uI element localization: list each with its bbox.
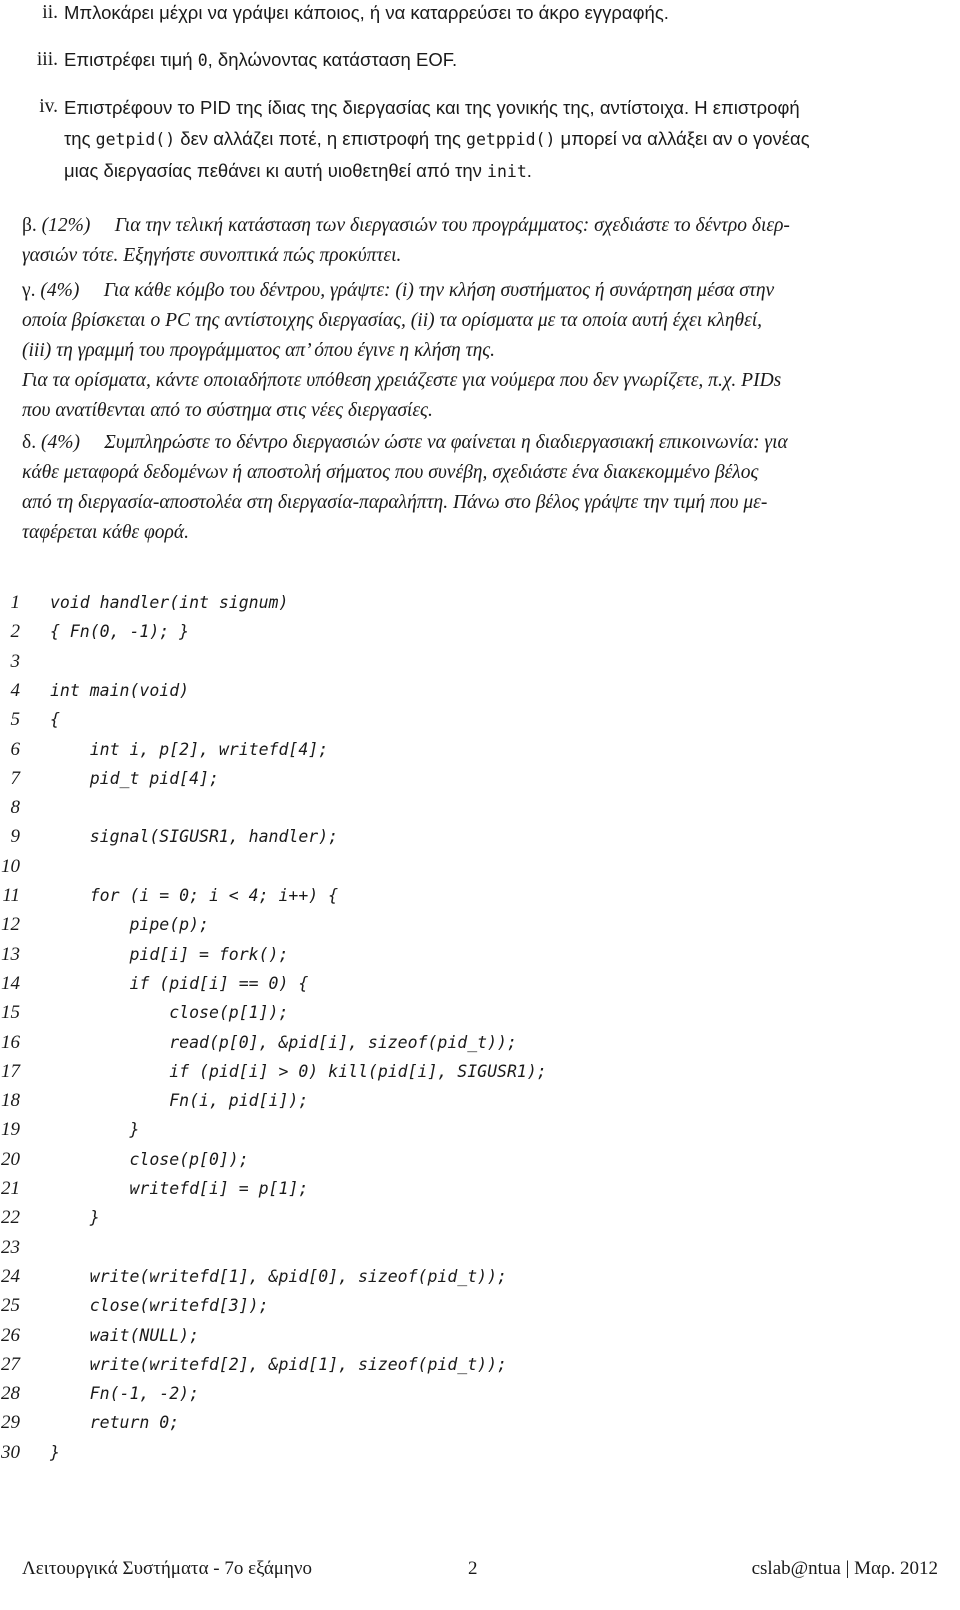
code-text: Fn(-1, -2); xyxy=(50,1384,200,1404)
line-number: 3 xyxy=(10,650,20,672)
answer-number: iii. xyxy=(36,49,58,70)
code-text: writefd[i] = p[1]; xyxy=(50,1179,309,1198)
code-line xyxy=(0,998,960,1027)
line-number: 22 xyxy=(1,1207,20,1229)
line-number: 24 xyxy=(1,1265,20,1287)
code-line xyxy=(0,676,960,705)
answer-text-part: δεν αλλάζει ποτέ, η επιστροφή της xyxy=(175,128,467,149)
line-number: 23 xyxy=(1,1236,20,1258)
code-line xyxy=(0,647,960,676)
code-line xyxy=(0,1379,960,1408)
inline-code: init xyxy=(487,162,527,181)
line-number: 15 xyxy=(1,1002,20,1024)
inline-code: getppid() xyxy=(466,130,556,149)
code-text: pipe(p); xyxy=(50,915,209,935)
line-number: 18 xyxy=(1,1090,20,1112)
code-line xyxy=(0,1438,960,1467)
line-number: 21 xyxy=(1,1178,20,1199)
question-label: β. xyxy=(22,215,37,236)
line-number: 26 xyxy=(1,1324,20,1346)
line-number: 7 xyxy=(10,767,20,789)
code-line xyxy=(0,1145,960,1174)
answer-line xyxy=(64,155,960,187)
answer-text-part: μπορεί να αλλάξει αν ο γονέας xyxy=(555,128,810,149)
code-line xyxy=(0,940,960,969)
line-number: 29 xyxy=(1,1412,20,1434)
code-text: int main(void) xyxy=(50,680,190,700)
answer-line xyxy=(64,123,960,155)
code-text: close(p[0]); xyxy=(50,1149,249,1169)
question-delta xyxy=(22,428,938,548)
question-line: από τη διεργασία-αποστολέα στη διεργασία-παραλήπτη. Πάνω στο βέλος γράψτε την τιμή που με- xyxy=(22,492,768,513)
code-line xyxy=(0,1174,960,1203)
answer-text-part: , δηλώνοντας κατάσταση EOF. xyxy=(207,49,458,70)
footer-course: Λειτουργικά Συστήματα - 7ο εξάμηνο xyxy=(22,1558,313,1579)
code-text: close(p[1]); xyxy=(50,1003,289,1023)
answer-number: iv. xyxy=(39,96,58,117)
answer-text xyxy=(64,92,960,187)
code-line xyxy=(0,1233,960,1262)
code-line xyxy=(0,969,960,998)
line-number: 20 xyxy=(1,1148,20,1170)
code-line xyxy=(0,793,960,822)
question-line: ταφέρεται κάθε φορά. xyxy=(22,522,189,543)
code-line xyxy=(0,588,960,617)
code-text: write(writefd[1], &pid[0], sizeof(pid_t)); xyxy=(50,1266,507,1286)
question-line xyxy=(22,428,938,458)
line-number: 2 xyxy=(10,621,20,643)
line-number: 4 xyxy=(10,679,20,701)
answer-text: Μπλοκάρει μέχρι να γράψει κάποιος, ή να καταρρεύσει το άκρο εγγραφής. xyxy=(64,2,669,23)
question-line: που ανατίθενται από το σύστημα στις νέες διεργασίες. xyxy=(22,400,433,421)
question-line: (iii) τη γραμμή του προγράμματος απ’ όπου έγινε η κλήση της. xyxy=(22,340,496,361)
code-text: Fn(i, pid[i]); xyxy=(50,1091,309,1111)
code-line xyxy=(0,1291,960,1320)
line-number: 25 xyxy=(1,1295,20,1317)
answer-line: Επιστρέφουν το PID της ίδιας της διεργασίας και της γονικής της, αντίστοιχα. Η επιστροφή xyxy=(64,97,800,118)
line-number: 12 xyxy=(1,914,20,936)
question-line: Για τα ορίσματα, κάντε οποιαδήποτε υπόθεση χρειάζεστε για νούμερα που δεν γνωρίζετε, π.χ. PIDs xyxy=(22,370,782,391)
code-text: for (i = 0; i < 4; i++) { xyxy=(50,886,339,905)
answer-text xyxy=(64,45,960,76)
inline-code: 0 xyxy=(197,51,208,70)
code-line xyxy=(0,1115,960,1144)
code-text: pid[i] = fork(); xyxy=(50,944,289,964)
line-number: 13 xyxy=(1,943,20,965)
code-text: return 0; xyxy=(50,1413,180,1433)
line-number: 8 xyxy=(10,797,20,819)
footer-affiliation-date: cslab@ntua | Μαρ. 2012 xyxy=(751,1558,938,1579)
code-text: pid_t pid[4]; xyxy=(50,768,219,788)
code-line xyxy=(0,1057,960,1086)
footer-page-number: 2 xyxy=(468,1558,478,1579)
question-line xyxy=(22,211,938,241)
answer-text-part: . xyxy=(526,160,532,181)
code-text: wait(NULL); xyxy=(50,1325,200,1345)
question-line: γασιών τότε. Εξηγήστε συνοπτικά πώς προκύπτει. xyxy=(22,245,402,266)
code-line xyxy=(0,705,960,734)
question-line: οποία βρίσκεται ο PC της αντίστοιχης διεργασίας, (ii) τα ορίσματα με τα οποία αυτή έχει κληθεί, xyxy=(22,310,763,331)
answer-text-part: Επιστρέφει τιμή xyxy=(64,49,198,70)
code-line xyxy=(0,1262,960,1291)
code-text: int i, p[2], writefd[4]; xyxy=(50,739,329,759)
line-number: 1 xyxy=(10,592,20,613)
code-line xyxy=(0,822,960,851)
code-text: void handler(int signum) xyxy=(50,593,289,612)
question-label: γ. xyxy=(22,280,36,301)
line-number: 27 xyxy=(1,1353,20,1375)
line-number: 19 xyxy=(1,1119,20,1141)
answer-iv xyxy=(30,92,960,184)
code-text: { Fn(0, -1); } xyxy=(50,622,190,642)
code-text: } xyxy=(50,1208,100,1228)
code-line xyxy=(0,1203,960,1232)
question-beta xyxy=(22,211,938,271)
line-number: 5 xyxy=(10,709,20,731)
code-text: close(writefd[3]); xyxy=(50,1296,269,1316)
code-line xyxy=(0,1350,960,1379)
page-footer xyxy=(22,1558,938,1588)
code-text: } xyxy=(50,1442,60,1462)
line-number: 17 xyxy=(1,1060,20,1082)
question-text: (4%) Για κάθε κόμβο του δέντρου, γράψτε: (i) την κλήση συστήματος ή συνάρτηση μέσα στην xyxy=(40,280,775,301)
line-number: 11 xyxy=(2,885,20,906)
code-line xyxy=(0,1321,960,1350)
code-text: if (pid[i] > 0) kill(pid[i], SIGUSR1); xyxy=(50,1061,547,1081)
code-line xyxy=(0,881,960,910)
line-number: 10 xyxy=(1,855,20,877)
code-line xyxy=(0,1408,960,1437)
question-gamma xyxy=(22,276,938,426)
code-text: write(writefd[2], &pid[1], sizeof(pid_t)); xyxy=(50,1354,507,1374)
code-line xyxy=(0,1086,960,1115)
question-text: (12%) Για την τελική κατάσταση των διεργασιών του προγράμματος: σχεδιάστε το δέντρο διερ- xyxy=(41,215,790,236)
question-line xyxy=(22,276,938,306)
answer-text-part: μιας διεργασίας πεθάνει κι αυτή υιοθετηθεί από την xyxy=(64,160,488,181)
line-number: 14 xyxy=(1,972,20,994)
code-text: { xyxy=(50,710,60,730)
answer-text-part: της xyxy=(64,128,96,149)
line-number: 16 xyxy=(1,1031,20,1053)
code-text: read(p[0], &pid[i], sizeof(pid_t)); xyxy=(50,1032,517,1052)
code-line xyxy=(0,735,960,764)
line-number: 9 xyxy=(10,826,20,848)
question-label: δ. xyxy=(22,432,37,453)
line-number: 28 xyxy=(1,1383,20,1405)
code-line xyxy=(0,617,960,646)
question-line: κάθε μεταφορά δεδομένων ή αποστολή σήματος που συνέβη, σχεδιάστε ένα διακεκομμένο βέλος xyxy=(22,462,759,483)
code-text: if (pid[i] == 0) { xyxy=(50,973,309,993)
code-line xyxy=(0,1028,960,1057)
question-text: (4%) Συμπληρώστε το δέντρο διεργασιών ώστε να φαίνεται η διαδιεργασιακή επικοινωνία: για xyxy=(40,432,788,453)
code-text: } xyxy=(50,1120,140,1140)
line-number: 6 xyxy=(10,738,20,760)
answer-number: ii. xyxy=(42,2,58,23)
code-line xyxy=(0,764,960,793)
code-line xyxy=(0,852,960,881)
code-line xyxy=(0,910,960,939)
line-number: 30 xyxy=(1,1441,20,1463)
inline-code: getpid() xyxy=(95,130,176,149)
code-text: signal(SIGUSR1, handler); xyxy=(50,827,339,847)
